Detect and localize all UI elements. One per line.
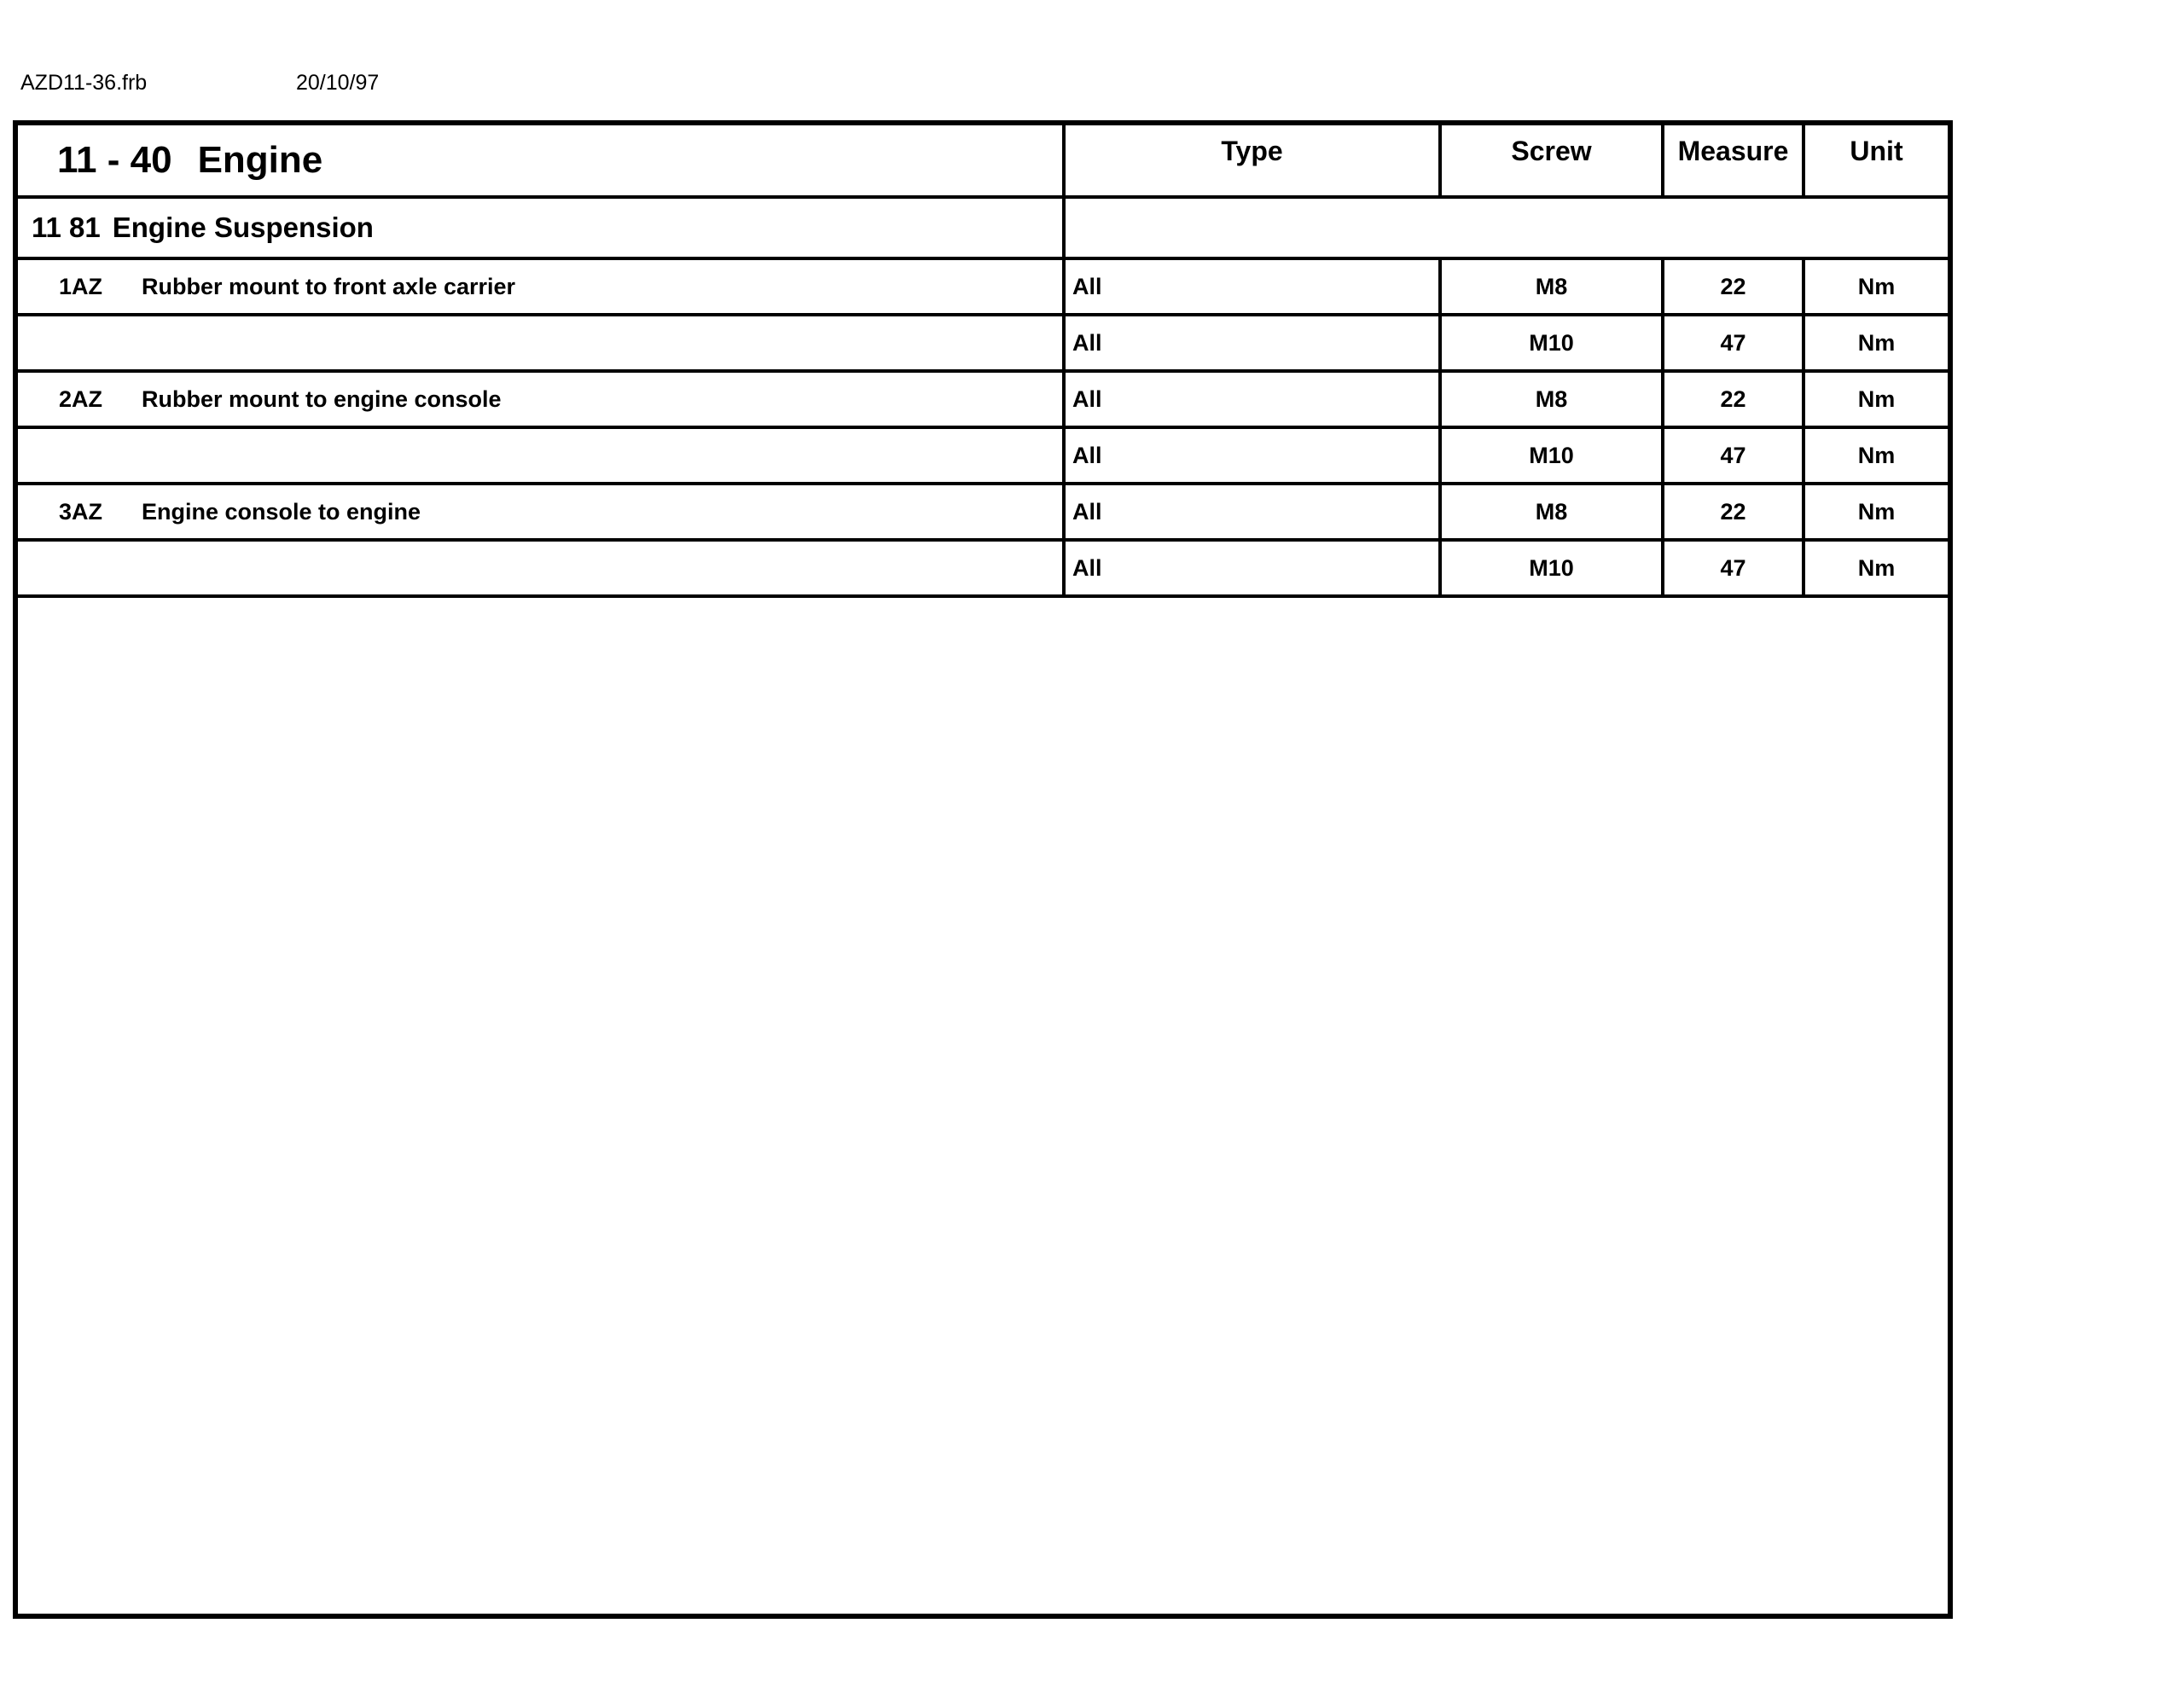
table-row bbox=[18, 315, 1948, 371]
item-type: All bbox=[1064, 315, 1440, 371]
item-screw: M10 bbox=[1440, 315, 1663, 371]
item-description-cell bbox=[18, 540, 1064, 596]
table-row bbox=[18, 371, 1948, 427]
document-date: 20/10/97 bbox=[296, 71, 380, 95]
torque-spec-table bbox=[18, 125, 1948, 598]
item-code: 2AZ bbox=[59, 386, 103, 412]
item-description: Rubber mount to engine console bbox=[142, 386, 502, 412]
item-description-cell bbox=[18, 484, 1064, 540]
item-description: Rubber mount to front axle carrier bbox=[142, 273, 516, 299]
table-title bbox=[18, 125, 1064, 197]
column-header-type: Type bbox=[1064, 125, 1440, 197]
item-type: All bbox=[1064, 427, 1440, 484]
item-type: All bbox=[1064, 371, 1440, 427]
item-description-cell bbox=[18, 315, 1064, 371]
section-header-row bbox=[18, 197, 1948, 258]
item-screw: M8 bbox=[1440, 258, 1663, 315]
item-measure: 47 bbox=[1663, 427, 1804, 484]
item-measure: 47 bbox=[1663, 540, 1804, 596]
table-body bbox=[18, 258, 1948, 596]
column-header-unit: Unit bbox=[1804, 125, 1948, 197]
item-unit: Nm bbox=[1804, 315, 1948, 371]
table-row bbox=[18, 484, 1948, 540]
item-type: All bbox=[1064, 484, 1440, 540]
item-description-cell bbox=[18, 371, 1064, 427]
item-measure: 22 bbox=[1663, 371, 1804, 427]
document-filename: AZD11-36.frb bbox=[20, 71, 148, 95]
item-unit: Nm bbox=[1804, 427, 1948, 484]
item-measure: 47 bbox=[1663, 315, 1804, 371]
item-unit: Nm bbox=[1804, 371, 1948, 427]
item-screw: M10 bbox=[1440, 540, 1663, 596]
spec-table-frame bbox=[13, 120, 1953, 1619]
section-empty-cell bbox=[1064, 197, 1948, 258]
item-measure: 22 bbox=[1663, 258, 1804, 315]
table-row bbox=[18, 427, 1948, 484]
section-name: Engine Suspension bbox=[112, 212, 374, 243]
item-type: All bbox=[1064, 540, 1440, 596]
item-screw: M8 bbox=[1440, 484, 1663, 540]
section-title bbox=[18, 197, 1064, 258]
item-unit: Nm bbox=[1804, 484, 1948, 540]
item-measure: 22 bbox=[1663, 484, 1804, 540]
item-unit: Nm bbox=[1804, 540, 1948, 596]
title-number: 11 - 40 bbox=[57, 139, 172, 181]
item-unit: Nm bbox=[1804, 258, 1948, 315]
item-type: All bbox=[1064, 258, 1440, 315]
column-header-screw: Screw bbox=[1440, 125, 1663, 197]
title-text: Engine bbox=[197, 139, 323, 181]
item-screw: M10 bbox=[1440, 427, 1663, 484]
section-number: 11 81 bbox=[32, 212, 101, 243]
item-screw: M8 bbox=[1440, 371, 1663, 427]
column-header-measure: Measure bbox=[1663, 125, 1804, 197]
item-description: Engine console to engine bbox=[142, 498, 421, 525]
item-description-cell bbox=[18, 427, 1064, 484]
table-header-row bbox=[18, 125, 1948, 197]
item-description-cell bbox=[18, 258, 1064, 315]
item-code: 1AZ bbox=[59, 273, 103, 299]
table-row bbox=[18, 540, 1948, 596]
item-code: 3AZ bbox=[59, 498, 103, 525]
table-row bbox=[18, 258, 1948, 315]
